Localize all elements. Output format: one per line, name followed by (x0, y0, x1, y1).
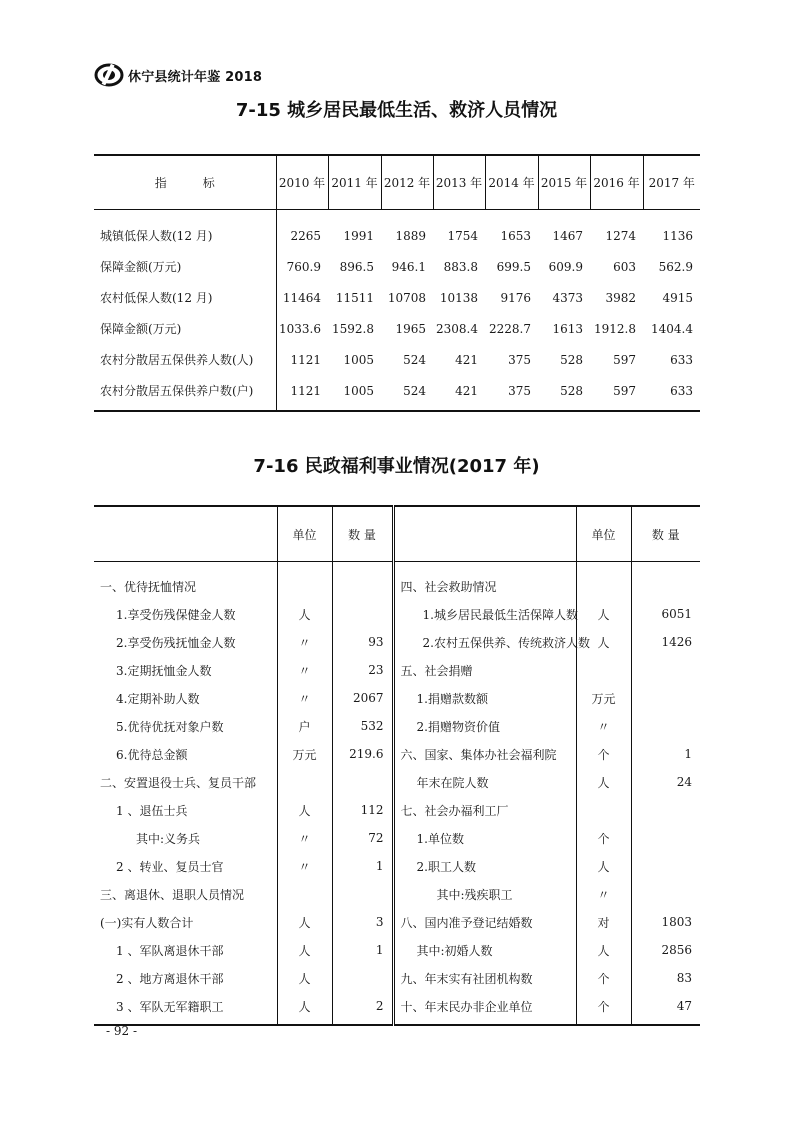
quantity-left: 72 (332, 824, 393, 852)
item-right: 2.职工人数 (393, 852, 576, 880)
quantity-left: 23 (332, 656, 393, 684)
table-min-living-security (94, 154, 700, 412)
item-left: 2.享受伤残抚恤金人数 (116, 635, 236, 650)
unit-left: 人 (277, 964, 332, 992)
year-header: 2015 年 (538, 155, 590, 210)
item-right: 1.单位数 (393, 824, 576, 852)
row-label: 农村分散居五保供养户数(户) (94, 375, 276, 411)
quantity-right: 83 (631, 964, 700, 992)
unit-left: 人 (277, 600, 332, 628)
item-right: 十、年末民办非企业单位 (393, 992, 576, 1025)
cell-value: 4373 (552, 290, 583, 305)
unit-header-left: 单位 (277, 506, 332, 562)
year-header: 2017 年 (643, 155, 700, 210)
item-right: 八、国内准予登记结婚数 (393, 908, 576, 936)
quantity-left: 93 (332, 628, 393, 656)
year-header: 2013 年 (433, 155, 485, 210)
unit-right: 个 (576, 964, 631, 992)
cell-value: 1912.8 (594, 321, 636, 336)
header-title: 休宁县统计年鉴 2018 (128, 69, 263, 85)
cell-value: 524 (381, 375, 433, 411)
unit-right: 对 (576, 908, 631, 936)
item-left: 3.定期抚恤金人数 (116, 663, 212, 678)
item-left: 3 、军队无军籍职工 (94, 992, 277, 1025)
cell-value: 1592.8 (332, 321, 374, 336)
item-right: 其中:残疾职工 (393, 880, 576, 908)
cell-value: 4915 (662, 290, 693, 305)
quantity-right (631, 824, 700, 852)
cell-value: 375 (485, 375, 538, 411)
unit-right (576, 656, 631, 684)
item-left: (一)实有人数合计 (100, 915, 194, 930)
quantity-right: 2856 (631, 936, 700, 964)
cell-value: 1991 (343, 228, 374, 243)
year-header: 2010 年 (276, 155, 328, 210)
cell-value: 597 (590, 375, 643, 411)
unit-right: 人 (576, 628, 631, 656)
table-row (94, 796, 700, 824)
table-row (94, 768, 700, 796)
quantity-left (332, 768, 393, 796)
row-label: 城镇低保人数(12 月) (94, 210, 276, 252)
cell-value: 11464 (282, 290, 321, 305)
cell-value: 633 (643, 375, 700, 411)
table-row (94, 740, 700, 768)
table2-header-row (94, 506, 700, 562)
cell-value: 883.8 (443, 259, 478, 274)
table-row (94, 656, 700, 684)
unit-left (277, 880, 332, 908)
quantity-right (631, 712, 700, 740)
unit-left: 〃 (277, 628, 332, 656)
row-label: 农村低保人数(12 月) (94, 282, 276, 313)
unit-left: 〃 (277, 684, 332, 712)
unit-right: 人 (576, 936, 631, 964)
table-row (94, 375, 700, 411)
row-label: 农村分散居五保供养人数(人) (94, 344, 276, 375)
cell-value: 633 (670, 352, 693, 367)
cell-value: 1404.4 (651, 321, 693, 336)
unit-right: 万元 (576, 684, 631, 712)
cell-value: 597 (613, 352, 636, 367)
item-left: 其中:义务兵 (136, 831, 201, 846)
quantity-left (332, 964, 393, 992)
quantity-left: 2 (332, 992, 393, 1025)
table-row (94, 992, 700, 1025)
item-right: 四、社会救助情况 (393, 562, 576, 601)
cell-value: 528 (560, 352, 583, 367)
quantity-left (332, 880, 393, 908)
quantity-header-left: 数 量 (332, 506, 393, 562)
year-header: 2014 年 (485, 155, 538, 210)
cell-value: 2228.7 (489, 321, 531, 336)
unit-right (576, 562, 631, 601)
cell-value: 375 (508, 352, 531, 367)
table-row (94, 210, 700, 252)
cell-value: 1467 (552, 228, 583, 243)
cell-value: 609.9 (548, 259, 583, 274)
unit-left: 户 (277, 712, 332, 740)
cell-value: 421 (433, 375, 485, 411)
row-label: 保障金额(万元) (94, 313, 276, 344)
table-civil-welfare (94, 505, 700, 1026)
quantity-right (631, 562, 700, 601)
table-row (94, 600, 700, 628)
quantity-left: 1 (332, 936, 393, 964)
cell-value: 524 (403, 352, 426, 367)
cell-value: 562.9 (658, 259, 693, 274)
item-right: 1.城乡居民最低生活保障人数 (393, 600, 576, 628)
quantity-left: 2067 (332, 684, 393, 712)
cell-value: 9176 (500, 290, 531, 305)
cell-value: 10708 (387, 290, 426, 305)
quantity-right: 1803 (631, 908, 700, 936)
unit-right: 人 (576, 852, 631, 880)
table-row (94, 824, 700, 852)
cell-value: 1965 (395, 321, 426, 336)
cell-value: 896.5 (339, 259, 374, 274)
quantity-left: 532 (332, 712, 393, 740)
page-header (94, 62, 262, 88)
indicator-header: 指 标 (94, 155, 276, 210)
unit-left: 人 (277, 796, 332, 824)
item-right: 年末在院人数 (393, 768, 576, 796)
cell-value: 3982 (605, 290, 636, 305)
table-row (94, 344, 700, 375)
quantity-right (631, 796, 700, 824)
quantity-right (631, 880, 700, 908)
item-header-left (94, 506, 277, 562)
cell-value: 1005 (328, 375, 381, 411)
cell-value: 1653 (500, 228, 531, 243)
item-left: 2 、地方离退休干部 (116, 971, 224, 986)
quantity-left (332, 562, 393, 601)
table-row (94, 628, 700, 656)
cell-value: 1121 (276, 375, 328, 411)
cell-value: 11511 (335, 290, 374, 305)
unit-left (277, 768, 332, 796)
item-right: 九、年末实有社团机构数 (393, 964, 576, 992)
quantity-left (332, 600, 393, 628)
table-row (94, 282, 700, 313)
table-row (94, 684, 700, 712)
unit-right: 人 (576, 600, 631, 628)
item-left: 一、优待抚恤情况 (100, 579, 197, 594)
table-row (94, 313, 700, 344)
unit-left (277, 562, 332, 601)
table-row (94, 251, 700, 282)
year-header: 2012 年 (381, 155, 433, 210)
cell-value: 760.9 (286, 259, 321, 274)
cell-value: 1121 (290, 352, 321, 367)
table-row (94, 908, 700, 936)
cell-value: 946.1 (391, 259, 426, 274)
cell-value: 2265 (290, 228, 321, 243)
cell-value: 603 (613, 259, 636, 274)
cell-value: 528 (538, 375, 590, 411)
item-right: 1.捐赠款数额 (393, 684, 576, 712)
unit-left: 〃 (277, 656, 332, 684)
unit-right: 人 (576, 768, 631, 796)
unit-left: 〃 (277, 824, 332, 852)
table-row (94, 936, 700, 964)
item-header-right (393, 506, 576, 562)
quantity-left: 3 (332, 908, 393, 936)
item-right: 2.捐赠物资价值 (393, 712, 576, 740)
item-left: 5.优待优抚对象户数 (116, 719, 224, 734)
yearbook-logo-icon (94, 62, 124, 88)
cell-value: 1005 (343, 352, 374, 367)
item-right: 五、社会捐赠 (393, 656, 576, 684)
page-number: - 92 - (106, 1024, 138, 1038)
unit-right: 个 (576, 824, 631, 852)
item-left: 2 、转业、复员士官 (116, 859, 224, 874)
unit-left: 人 (277, 992, 332, 1025)
unit-left: 〃 (277, 852, 332, 880)
table-row (94, 964, 700, 992)
quantity-right (631, 656, 700, 684)
table1-title: 7-15 城乡居民最低生活、救济人员情况 (235, 100, 558, 121)
quantity-right: 6051 (631, 600, 700, 628)
cell-value: 2308.4 (436, 321, 478, 336)
unit-left: 人 (277, 936, 332, 964)
item-right: 其中:初婚人数 (393, 936, 576, 964)
unit-right: 〃 (576, 880, 631, 908)
unit-left: 万元 (277, 740, 332, 768)
quantity-right: 1426 (631, 628, 700, 656)
unit-header-right: 单位 (576, 506, 631, 562)
year-header: 2016 年 (590, 155, 643, 210)
row-label: 保障金额(万元) (94, 251, 276, 282)
quantity-left: 219.6 (332, 740, 393, 768)
table1-header-row (94, 155, 700, 210)
quantity-left: 1 (332, 852, 393, 880)
unit-right: 个 (576, 740, 631, 768)
item-left: 二、安置退役士兵、复员干部 (100, 775, 257, 790)
cell-value: 421 (455, 352, 478, 367)
table-row (94, 562, 700, 601)
table-row (94, 852, 700, 880)
cell-value: 699.5 (496, 259, 531, 274)
cell-value: 1613 (552, 321, 583, 336)
cell-value: 1136 (662, 228, 693, 243)
year-header: 2011 年 (328, 155, 381, 210)
table-row (94, 712, 700, 740)
cell-value: 1033.6 (279, 321, 321, 336)
item-left: 三、离退休、退职人员情况 (100, 887, 245, 902)
table2-title: 7-16 民政福利事业情况(2017 年) (253, 456, 540, 477)
unit-right (576, 796, 631, 824)
cell-value: 10138 (439, 290, 478, 305)
unit-right: 〃 (576, 712, 631, 740)
item-right: 2.农村五保供养、传统救济人数 (393, 628, 576, 656)
quantity-header-right: 数 量 (631, 506, 700, 562)
quantity-left: 112 (332, 796, 393, 824)
item-right: 六、国家、集体办社会福利院 (393, 740, 576, 768)
item-left: 4.定期补助人数 (116, 691, 200, 706)
unit-right: 个 (576, 992, 631, 1025)
quantity-right: 47 (631, 992, 700, 1025)
unit-left: 人 (277, 908, 332, 936)
item-right: 七、社会办福利工厂 (393, 796, 576, 824)
quantity-right (631, 684, 700, 712)
cell-value: 1274 (605, 228, 636, 243)
item-left: 6.优待总金额 (116, 747, 188, 762)
quantity-right (631, 852, 700, 880)
cell-value: 1889 (395, 228, 426, 243)
quantity-right: 1 (631, 740, 700, 768)
item-left: 1 、退伍士兵 (116, 803, 188, 818)
table-row (94, 880, 700, 908)
cell-value: 1754 (447, 228, 478, 243)
item-left: 1.享受伤残保健金人数 (116, 607, 236, 622)
item-left: 1 、军队离退休干部 (116, 943, 224, 958)
quantity-right: 24 (631, 768, 700, 796)
